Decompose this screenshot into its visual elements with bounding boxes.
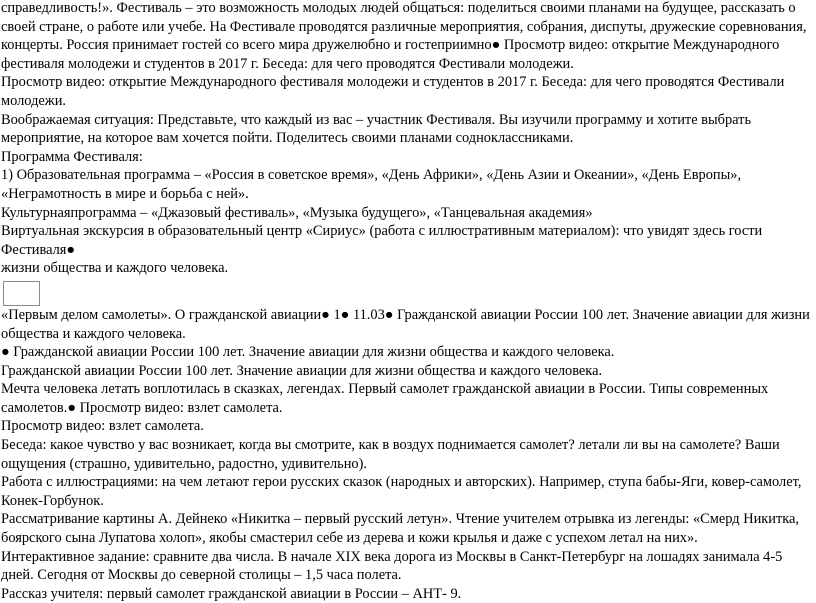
paragraph-aviation-title: «Первым делом самолеты». О гражданской авиации● 1● 11.03● Гражданской авиации России 100 лет. Значение авиации для жизни общества и каждого человека. bbox=[1, 306, 810, 342]
paragraph-conversation: Беседа: какое чувство у вас возникает, когда вы смотрите, как в воздух поднимается самолет? летали ли вы на самолете? Ваши ощущения (страшно, удивительно, радостно, удивительно). bbox=[1, 437, 780, 472]
paragraph-painting-review: Рассматривание картины А. Дейнеко «Никитка – первый русский летун». Чтение учителем отрывка из легенды: «Смерд Никитка, боярского сына Лупатова холоп», якобы смастерил себе из дерева и кожи крылья и даже с успехом летал на них». bbox=[1, 511, 800, 547]
paragraph-aviation-100-years-bullet: ● Гражданской авиации России 100 лет. Значение авиации для жизни общества и каждого человека. bbox=[1, 344, 615, 361]
paragraph-imaginary-situation: Воображаемая ситуация: Представьте, что каждый из вас – участник Фестиваля. Вы изучили программу и хотите выбрать мероприятие, на которое вам хочется пойти. Поделитесь своими планами содноклассниками. bbox=[1, 111, 752, 147]
paragraph-video-opening: Просмотр видео: открытие Международного фестиваля молодежи и студентов в 2017 г. Беседа: для чего проводятся Фестивали молодежи. bbox=[1, 74, 785, 109]
paragraph-program-heading: Программа Фестиваля: bbox=[1, 148, 143, 165]
empty-image-placeholder bbox=[3, 281, 40, 306]
paragraph-festival-intro: справедливость!». Фестиваль – это возможность молодых людей общаться: поделиться своими планами на будущее, рассказать о своей стране, о работе или учебе. На Фестивале проводятся различные мероприятия, собрания, диспуты, дружеские соревнования, концерты. Россия принимает гостей со всего мира дружелюбно и гостеприимно● Просмотр видео: открытие Международного фестиваля молодежи и студентов в 2017 г. Беседа: для чего проводятся Фестивали молодежи. bbox=[1, 0, 807, 72]
paragraph-educational-program: 1) Образовательная программа – «Россия в советское время», «День Африки», «День Азии и Океании», «День Европы», «Неграмотность в мире и борьба с ней». bbox=[1, 167, 742, 202]
paragraph-teacher-story: Рассказ учителя: первый самолет гражданской авиации в России – АНТ- 9. bbox=[1, 585, 462, 602]
paragraph-cultural-program: Культурнаяпрограмма – «Джазовый фестиваль», «Музыка будущего», «Танцевальная академия» bbox=[1, 204, 593, 221]
paragraph-video-takeoff: Просмотр видео: взлет самолета. bbox=[1, 418, 204, 435]
paragraph-dream-to-fly: Мечта человека летать воплотилась в сказках, легендах. Первый самолет гражданской авиации в России. Типы современных самолетов.● Просмотр видео: взлет самолета. bbox=[1, 381, 769, 416]
paragraph-virtual-excursion: Виртуальная экскурсия в образовательный центр «Сириус» (работа с иллюстративным материалом): что увидят здесь гости Фестиваля● bbox=[1, 223, 763, 258]
paragraph-aviation-100-years: Гражданской авиации России 100 лет. Значение авиации для жизни общества и каждого человека. bbox=[1, 362, 603, 379]
paragraph-illustrations-work: Работа с иллюстрациями: на чем летают герои русских сказок (народных и авторских). Например, ступа бабы-Яги, ковер-самолет, Конек-Горбунок. bbox=[1, 474, 802, 509]
paragraph-society-fragment: жизни общества и каждого человека. bbox=[1, 260, 229, 277]
paragraph-interactive-task: Интерактивное задание: сравните два числа. В начале XIX века дорога из Москвы в Санкт-Петербург на лошадях занимала 4-5 дней. Сегодня от Москвы до северной столицы – 1,5 часа полета. bbox=[1, 548, 783, 584]
